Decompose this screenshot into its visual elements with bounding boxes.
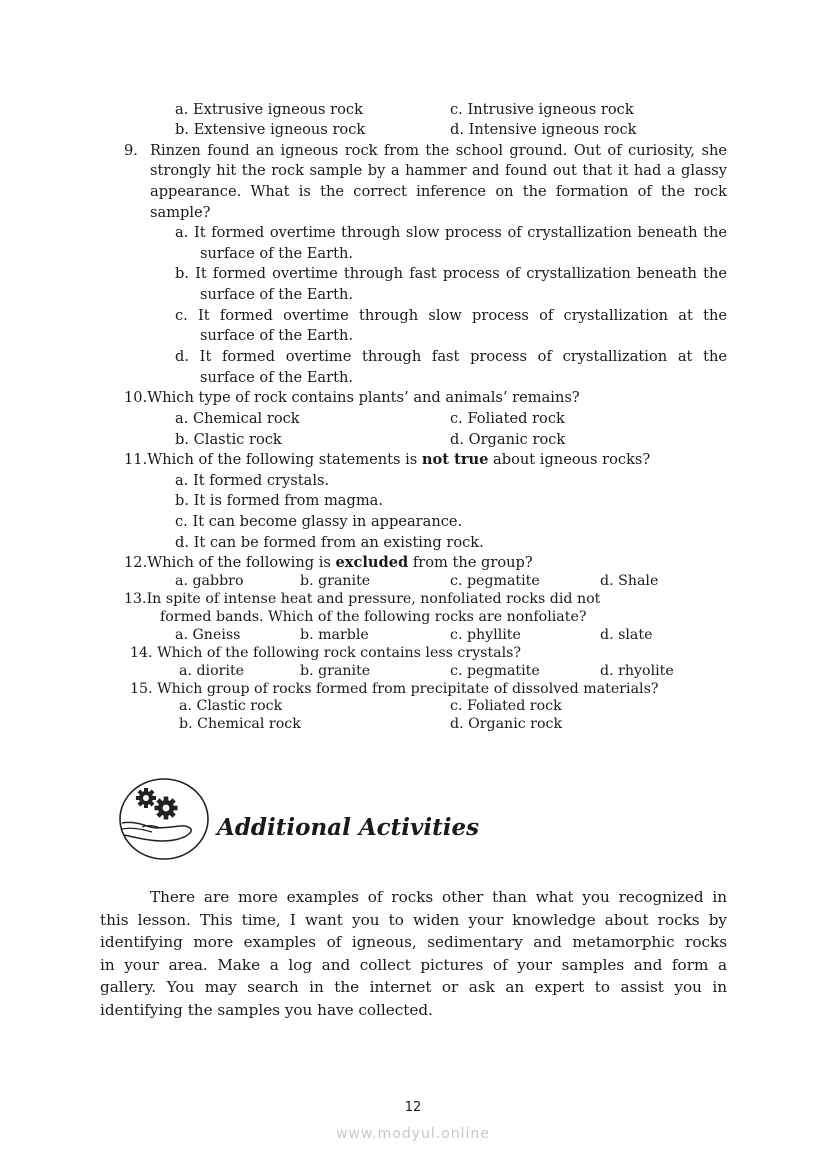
q12-stem: 12.Which of the following is excluded from the group? — [124, 554, 533, 571]
q10-option-d: d. Organic rock — [450, 431, 566, 448]
q9-option-a: a. It formed overtime through slow process of crystallization beneath the — [175, 224, 727, 241]
q13-stem-line2: formed bands. Which of the following rocks are nonfoliate? — [160, 609, 587, 625]
q8-option-c: c. Intrusive igneous rock — [450, 101, 634, 118]
q12-option-b: b. granite — [300, 573, 371, 589]
q12-option-a: a. gabbro — [175, 573, 244, 589]
q10-option-a: a. Chemical rock — [175, 410, 300, 427]
activity-paragraph-line2: this lesson. This time, I want you to widen your knowledge about rocks by — [100, 911, 727, 929]
activity-paragraph-line1: There are more examples of rocks other than what you recognized in — [150, 888, 727, 906]
activity-paragraph-line6: identifying the samples you have collected. — [100, 1001, 433, 1019]
q15-option-d: d. Organic rock — [450, 716, 563, 732]
q9-stem-line1: Rinzen found an igneous rock from the school ground. Out of curiosity, she — [150, 142, 727, 159]
q15-option-b: b. Chemical rock — [179, 716, 301, 732]
q11-emphasis: not true — [421, 451, 489, 468]
q9-option-c-cont: surface of the Earth. — [200, 327, 354, 344]
q15-option-a: a. Clastic rock — [179, 698, 283, 714]
q14-option-a: a. diorite — [179, 663, 245, 679]
q13-stem-line1: 13.In spite of intense heat and pressure, nonfoliated rocks did not — [124, 591, 601, 607]
q14-option-d: d. rhyolite — [600, 663, 674, 679]
q9-option-a-cont: surface of the Earth. — [200, 245, 354, 262]
q14-option-c: c. pegmatite — [450, 663, 540, 679]
page-number: 12 — [404, 1100, 422, 1115]
q10-option-c: c. Foliated rock — [450, 410, 565, 427]
q9-option-d-cont: surface of the Earth. — [200, 369, 354, 386]
q13-option-c: c. phyllite — [450, 627, 521, 643]
q13-option-d: d. slate — [600, 627, 653, 643]
watermark: www.modyul.online — [336, 1126, 490, 1142]
q12-option-d: d. Shale — [600, 573, 659, 589]
q11-option-b: b. It is formed from magma. — [175, 492, 384, 509]
q11-stem: 11.Which of the following statements is not true about igneous rocks? — [124, 451, 651, 468]
q15-option-c: c. Foliated rock — [450, 698, 562, 714]
q9-option-b-cont: surface of the Earth. — [200, 286, 354, 303]
q11-option-c: c. It can become glassy in appearance. — [175, 513, 463, 530]
q8-option-d: d. Intensive igneous rock — [450, 121, 637, 138]
q9-number: 9. — [124, 142, 138, 159]
q8-option-b: b. Extensive igneous rock — [175, 121, 366, 138]
q9-option-c: c. It formed overtime through slow process of crystallization at the — [175, 307, 727, 324]
q14-option-b: b. granite — [300, 663, 371, 679]
q9-stem-line2: strongly hit the rock sample by a hammer and found out that it had a glassy — [150, 162, 727, 179]
q10-option-b: b. Clastic rock — [175, 431, 282, 448]
q11-option-a: a. It formed crystals. — [175, 472, 330, 489]
q9-stem-line3: appearance. What is the correct inference on the formation of the rock — [150, 183, 727, 200]
q13-option-b: b. marble — [300, 627, 369, 643]
activity-paragraph-line4: in your area. Make a log and collect pictures of your samples and form a — [100, 956, 727, 974]
q9-option-b: b. It formed overtime through fast process of crystallization beneath the — [175, 265, 727, 282]
q14-stem: 14. Which of the following rock contains less crystals? — [130, 645, 522, 661]
q9-stem-line4: sample? — [150, 204, 211, 221]
activity-paragraph-line5: gallery. You may search in the internet or ask an expert to assist you in — [100, 978, 727, 996]
q9-option-d: d. It formed overtime through fast process of crystallization at the — [175, 348, 727, 365]
q8-option-a: a. Extrusive igneous rock — [175, 101, 363, 118]
activity-paragraph-line3: identifying more examples of igneous, sedimentary and metamorphic rocks — [100, 933, 727, 951]
q11-option-d: d. It can be formed from an existing rock. — [175, 534, 484, 551]
q12-option-c: c. pegmatite — [450, 573, 540, 589]
section-title: Additional Activities — [217, 814, 480, 841]
gears-hand-icon — [118, 777, 210, 861]
q12-emphasis: excluded — [335, 554, 409, 571]
q13-option-a: a. Gneiss — [175, 627, 241, 643]
q10-stem: 10.Which type of rock contains plants’ and animals’ remains? — [124, 389, 580, 406]
q15-stem: 15. Which group of rocks formed from precipitate of dissolved materials? — [130, 681, 659, 697]
